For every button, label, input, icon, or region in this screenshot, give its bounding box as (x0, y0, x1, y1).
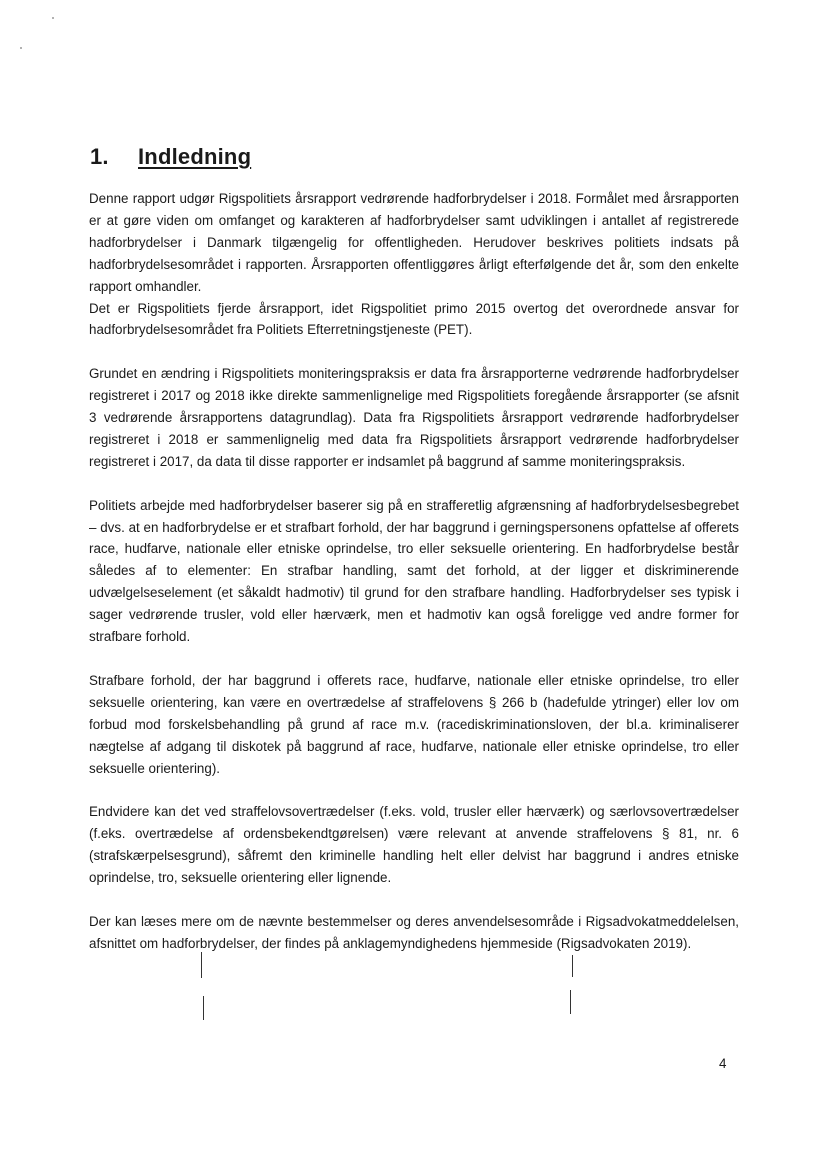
paragraph (89, 670, 739, 780)
paragraph-text: Strafbare forhold, der har baggrund i offerets race, hudfarve, nationale eller etniske oprindelse, tro eller seksuelle orientering, kan være en overtrædelse af straffelovens § 266 b (hadefulde ytringer) eller lov om forbud mod forskelsbehandling på grund af race m.v. (racediskriminationsloven, der bl.a. kriminaliserer nægtelse af adgang til diskotek på baggrund af race, hudfarve, nationale eller etniske oprindelse, tro eller seksuelle orientering). (89, 672, 739, 776)
paragraph (89, 495, 739, 648)
section-number: 1. (90, 144, 109, 169)
paragraph-text: Det er Rigspolitiets fjerde årsrapport, idet Rigspolitiet primo 2015 overtog det overordnede ansvar for hadforbrydelsesområdet fra Politiets Efterretningstjeneste (PET). (89, 300, 739, 338)
section-heading (90, 144, 251, 170)
paragraph-text: Endvidere kan det ved straffelovsovertrædelser (f.eks. vold, trusler eller hærværk) og særlovsovertrædelser (f.eks. overtrædelse af ordensbekendtgørelsen) være relevant at anvende straffelovens § 81, nr. 6 (strafskærpelsesgrund), såfremt den kriminelle handling helt eller delvist har baggrund i andres etniske oprindelse, tro, seksuelle orientering eller lignende. (89, 804, 739, 886)
paragraph-text: Der kan læses mere om de nævnte bestemmelser og deres anvendelsesområde i Rigsadvokatmeddelelsen, afsnittet om hadforbrydelser, der findes på anklagemyndighedens hjemmeside (Rigsadvokaten 2019). (89, 913, 739, 951)
paragraph (89, 188, 739, 341)
scan-artifact-line (572, 955, 573, 977)
paragraph (89, 911, 739, 955)
scan-artifact-line (570, 990, 571, 1014)
scan-speck (20, 47, 22, 49)
scan-speck (52, 17, 54, 19)
body-text (89, 188, 739, 977)
page-number: 4 (719, 1056, 727, 1071)
paragraph-text: Politiets arbejde med hadforbrydelser baserer sig på en strafferetlig afgrænsning af hadforbrydelsesbegrebet – dvs. at en hadforbrydelse er et strafbart forhold, der har baggrund i gerningspersonens opfattelse af offerets race, hudfarve, nationale eller etniske oprindelse, tro eller seksuelle orientering. En hadforbrydelse består således af to elementer: En strafbar handling, samt det forhold, at der ligger et diskriminerende udvælgelseselement (et såkaldt hadmotiv) til grund for den strafbare handling. Hadforbrydelser ses typisk i sager vedrørende trusler, vold eller hærværk, men et hadmotiv kan også foreligge ved andre former for strafbare forhold. (89, 497, 739, 645)
paragraph (89, 363, 739, 473)
paragraph (89, 801, 739, 889)
section-title: Indledning (138, 144, 252, 169)
paragraph-text: Grundet en ændring i Rigspolitiets moniteringspraksis er data fra årsrapporterne vedrørende hadforbrydelser registreret i 2017 og 2018 ikke direkte sammenlignelige med Rigspolitiets foregående årsrapporter (se afsnit 3 vedrørende årsrapportens datagrundlag). Data fra Rigspolitiets årsrapport vedrørende hadforbrydelser registreret i 2018 er sammenlignelig med data fra Rigspolitiets årsrapport vedrørende hadforbrydelser registreret i 2017, da data til disse rapporter er indsamlet på baggrund af samme moniteringspraksis. (89, 366, 739, 469)
paragraph-text: Denne rapport udgør Rigspolitiets årsrapport vedrørende hadforbrydelser i 2018. Formålet med årsrapporten er at gøre viden om omfanget og karakteren af hadforbrydelser samt udviklingen i antallet af registrerede hadforbrydelser i Danmark tilgængelig for offentligheden. Herudover beskrives politiets indsats på hadforbrydelsesområdet i rapporten. Årsrapporten offentliggøres årligt efterfølgende det år, som den enkelte rapport omhandler. (89, 191, 739, 294)
scan-artifact-line (201, 952, 202, 978)
scan-artifact-line (203, 996, 204, 1020)
